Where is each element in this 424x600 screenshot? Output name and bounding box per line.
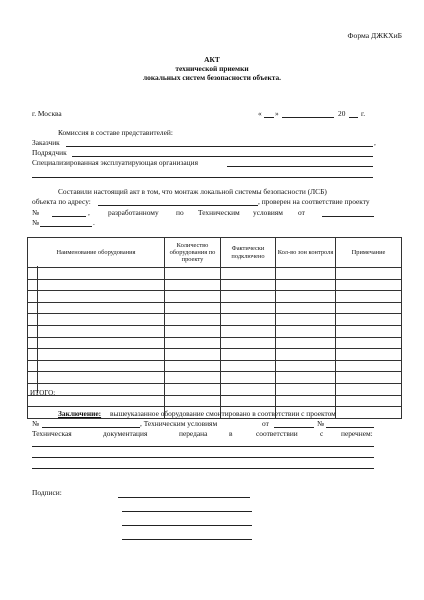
doc-word-7: перечнем:: [341, 429, 373, 438]
commission-intro: Комиссия в составе представителей:: [58, 128, 173, 137]
date-day-open: «: [258, 109, 262, 118]
table-row[interactable]: [28, 349, 402, 361]
doc-list-line-3[interactable]: [32, 468, 374, 469]
table-row[interactable]: [28, 337, 402, 349]
conditions-label: условиям: [253, 208, 283, 217]
document-subtitle-1: технической приемки: [175, 64, 249, 73]
statement-address-label: объекта по адресу:: [32, 197, 91, 206]
table-row[interactable]: [28, 325, 402, 337]
project-number-line[interactable]: [52, 216, 86, 217]
signature-line-2[interactable]: [122, 511, 252, 512]
col-equipment-name: Наименование оборудования: [28, 238, 165, 268]
date-year-line[interactable]: [349, 117, 358, 118]
from-label: от: [298, 208, 305, 217]
conclusion-label: Заключение:: [58, 409, 102, 418]
table-inner-border: [37, 266, 38, 393]
conclusion-project-line[interactable]: [42, 427, 140, 428]
customer-label: Заказчик: [32, 138, 60, 147]
tu-date-line[interactable]: [322, 216, 374, 217]
contractor-label: Подрядчик: [32, 148, 67, 157]
doc-word-1: Техническая: [32, 429, 72, 438]
signature-line-4[interactable]: [122, 539, 252, 540]
date-day-line[interactable]: [264, 117, 274, 118]
table-row[interactable]: [28, 360, 402, 372]
table-header-row: [28, 238, 402, 268]
doc-list-line-2[interactable]: [32, 457, 374, 458]
operator-line[interactable]: [227, 166, 373, 167]
col-zones: Кол-во зон контроля: [276, 238, 336, 268]
by-label: по: [176, 208, 184, 217]
table-row[interactable]: [28, 268, 402, 280]
col-planned-qty: Количество оборудования по проекту: [165, 238, 221, 268]
doc-word-3: передана: [179, 429, 208, 438]
tech-label: Техническим: [198, 208, 240, 217]
operator-label: Специализированная эксплуатирующая организация: [32, 158, 198, 167]
doc-word-5: соответствии: [256, 429, 298, 438]
signature-line-3[interactable]: [122, 525, 252, 526]
document-title: АКТ: [204, 55, 220, 64]
conclusion-from-label: от: [262, 419, 269, 428]
conclusion-tu-date-line[interactable]: [274, 427, 314, 428]
date-year-suffix: г.: [361, 109, 366, 118]
table-row[interactable]: [28, 383, 402, 395]
contractor-line[interactable]: [72, 156, 373, 157]
doc-word-6: с: [320, 429, 324, 438]
date-day-close: »: [275, 109, 279, 118]
tu-number-line[interactable]: [40, 226, 92, 227]
form-code-label: Форма ДЖКХиБ: [347, 31, 402, 40]
table-row[interactable]: [28, 302, 402, 314]
tu-number-label: №: [32, 218, 40, 227]
doc-list-line-1[interactable]: [32, 446, 374, 447]
developed-label: разработанному: [108, 208, 159, 217]
date-year-prefix: 20: [338, 109, 346, 118]
conclusion-tu-no: №: [317, 419, 325, 428]
col-connected: Фактически подключено: [221, 238, 276, 268]
conclusion-project-no: №: [32, 419, 40, 428]
table-row[interactable]: [28, 372, 402, 384]
table-total-label: ИТОГО:: [30, 389, 56, 397]
table-row[interactable]: [28, 395, 402, 407]
date-month-line[interactable]: [282, 117, 334, 118]
doc-word-4: в: [229, 429, 233, 438]
conclusion-text: вышеуказанное оборудование смонтировано в соответствии с проектом: [110, 409, 336, 418]
doc-word-2: документация: [103, 429, 148, 438]
conclusion-tu-label: , Техническим условиям: [140, 419, 218, 428]
address-line[interactable]: [98, 205, 258, 206]
city-label: г. Москва: [32, 109, 62, 118]
project-number-label: №: [32, 208, 40, 217]
statement-line-1: Составили настоящий акт в том, что монтаж локальной системы безопасности (ЛСБ): [58, 187, 327, 196]
table-row[interactable]: [28, 291, 402, 303]
conclusion-tu-number-line[interactable]: [326, 427, 374, 428]
statement-project-label: , проверен на соответствие проекту: [258, 197, 370, 206]
customer-line[interactable]: [66, 146, 373, 147]
document-subtitle-2: локальных систем безопасности объекта.: [142, 73, 281, 82]
equipment-table: [27, 237, 402, 419]
operator-line-2[interactable]: [32, 177, 373, 178]
table-row[interactable]: [28, 314, 402, 326]
table-row[interactable]: [28, 279, 402, 291]
signature-line-1[interactable]: [118, 497, 250, 498]
signatures-label: Подписи:: [32, 488, 62, 497]
col-notes: Примечание: [336, 238, 402, 268]
